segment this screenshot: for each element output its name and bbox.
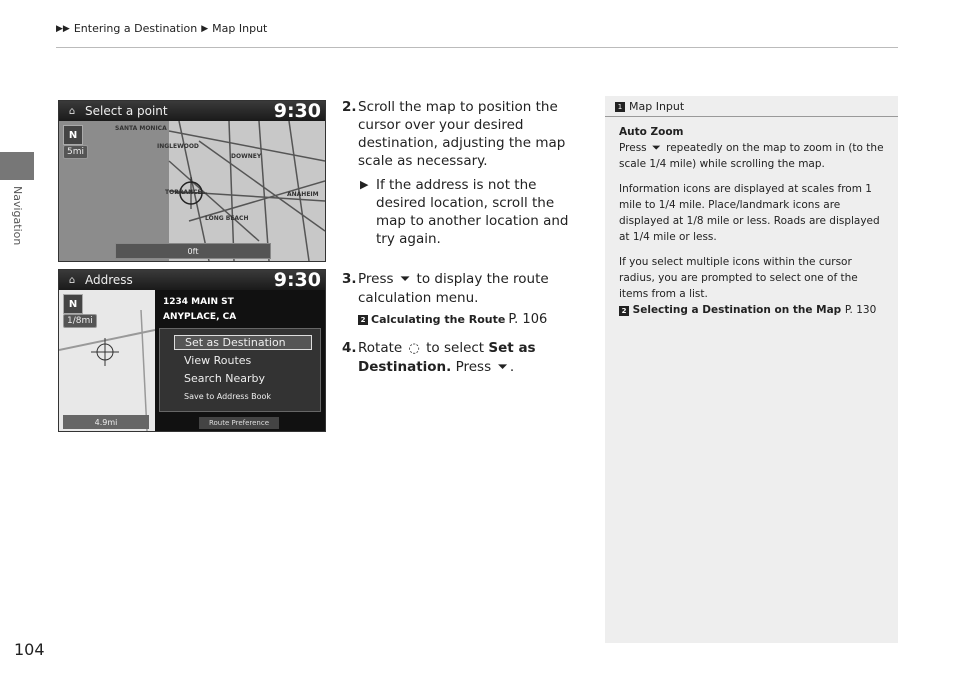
step-text: Rotate (358, 340, 403, 356)
screen-header (59, 101, 325, 121)
map-label: DOWNEY (231, 153, 262, 160)
note-divider (605, 116, 898, 117)
screen-title: Address (85, 273, 133, 287)
step-number: 3. (342, 271, 357, 287)
xref-page: P. 130 (844, 304, 877, 316)
breadcrumb-item-map-input[interactable]: Map Input (212, 22, 268, 35)
xref-page: P. 106 (508, 312, 548, 327)
map-label: SANTA MONICA (115, 125, 167, 132)
map-label: INGLEWOOD (157, 143, 199, 150)
map-status-bar (63, 415, 149, 429)
back-icon: ⌂ (68, 274, 76, 286)
step-2 (342, 98, 587, 248)
map-label: TORRANCE (165, 189, 202, 196)
step-4 (342, 339, 587, 377)
set-as-destination-button[interactable]: Set as Destination (174, 335, 312, 350)
breadcrumb-arrow-icon: ▶ (201, 23, 209, 34)
map-scale: 5mi (63, 145, 88, 159)
view-routes-button[interactable]: View Routes (184, 354, 252, 367)
route-menu (159, 328, 321, 412)
cross-reference[interactable] (358, 311, 587, 329)
section-tab-marker (0, 152, 34, 180)
note-title-text: Map Input (629, 100, 685, 113)
interface-dial-icon: ◌ (408, 341, 420, 356)
clock: 9:30 (273, 269, 321, 291)
breadcrumb-item-entering-destination[interactable]: Entering a Destination (73, 22, 198, 35)
screen-title: Select a point (85, 104, 168, 118)
header-divider (56, 47, 898, 48)
xref-label: Selecting a Destination on the Map (632, 304, 842, 316)
breadcrumb (56, 22, 267, 35)
step-3 (342, 270, 587, 329)
step-text: Press (358, 271, 394, 287)
map-scale: 1/8mi (63, 314, 97, 328)
search-nearby-button[interactable]: Search Nearby (184, 372, 266, 385)
back-icon: ⌂ (68, 105, 76, 117)
note-heading: Auto Zoom (619, 126, 684, 138)
save-to-address-book-button[interactable]: Save to Address Book (184, 392, 272, 401)
distance-readout: 4.9mi (94, 417, 118, 427)
route-preference-button[interactable]: Route Preference (199, 417, 279, 429)
note-paragraph (619, 140, 887, 172)
clock: 9:30 (273, 100, 321, 122)
step-text: . (509, 359, 515, 375)
reference-icon: 2 (619, 306, 629, 316)
note-paragraph: If you select multiple icons within the cursor radius, you are prompted to select one of the items from a list. (619, 256, 858, 300)
address-line-1: 1234 MAIN ST (163, 297, 234, 307)
map-label: LONG BEACH (205, 215, 249, 222)
reference-icon: 2 (358, 315, 368, 325)
address-line-2: ANYPLACE, CA (163, 312, 237, 322)
step-text: Scroll the map to position the cursor over your desired destination, adjusting the map scale as necessary. (358, 99, 566, 169)
step-text: to display the route calculation menu. (358, 271, 549, 306)
enter-button-icon: ⏷ (497, 360, 508, 375)
select-point-screenshot (58, 100, 326, 262)
north-arrow-icon: N (63, 294, 83, 314)
distance-readout: 0ft (187, 246, 199, 256)
north-arrow-icon: N (63, 125, 83, 145)
page-number: 104 (14, 640, 45, 659)
note-paragraph: Information icons are displayed at scales from 1 mile to 1/4 mile. Place/landmark icons are displayed at 1/8 mile or less. Roads are displayed at 1/4 mile or less. (619, 183, 880, 243)
side-note (605, 96, 898, 643)
enter-button-icon: ⏷ (651, 141, 661, 154)
section-tab-text: Navigation (11, 186, 24, 246)
screen-header (59, 270, 325, 290)
step-text: to select (426, 340, 485, 356)
xref-label: Calculating the Route (371, 313, 506, 326)
note-text: Press (619, 142, 647, 154)
note-body (619, 124, 887, 318)
enter-button-icon: ⏷ (399, 272, 411, 287)
step-number: 4. (342, 340, 357, 356)
step-number: 2. (342, 99, 357, 115)
substep-arrow-icon: ▶ (360, 178, 369, 191)
map-status-bar (115, 243, 271, 259)
note-text: repeatedly on the map to zoom in (to the scale 1/4 mile) while scrolling the map. (619, 142, 884, 170)
ui-option-name: Set as Destination. (358, 340, 536, 375)
section-tab-label (12, 186, 26, 276)
substep-text: If the address is not the desired location, scroll the map to another location and try again. (376, 177, 569, 247)
address-screenshot (58, 269, 326, 432)
note-icon: 1 (615, 102, 625, 112)
note-title (615, 100, 684, 113)
map-label: ANAHEIM (287, 191, 319, 198)
breadcrumb-arrow-icon: ▶▶ (56, 23, 70, 34)
instruction-steps (342, 98, 587, 387)
step-substep (358, 176, 587, 248)
note-cross-reference[interactable] (619, 302, 887, 318)
step-text: Press (455, 359, 492, 375)
